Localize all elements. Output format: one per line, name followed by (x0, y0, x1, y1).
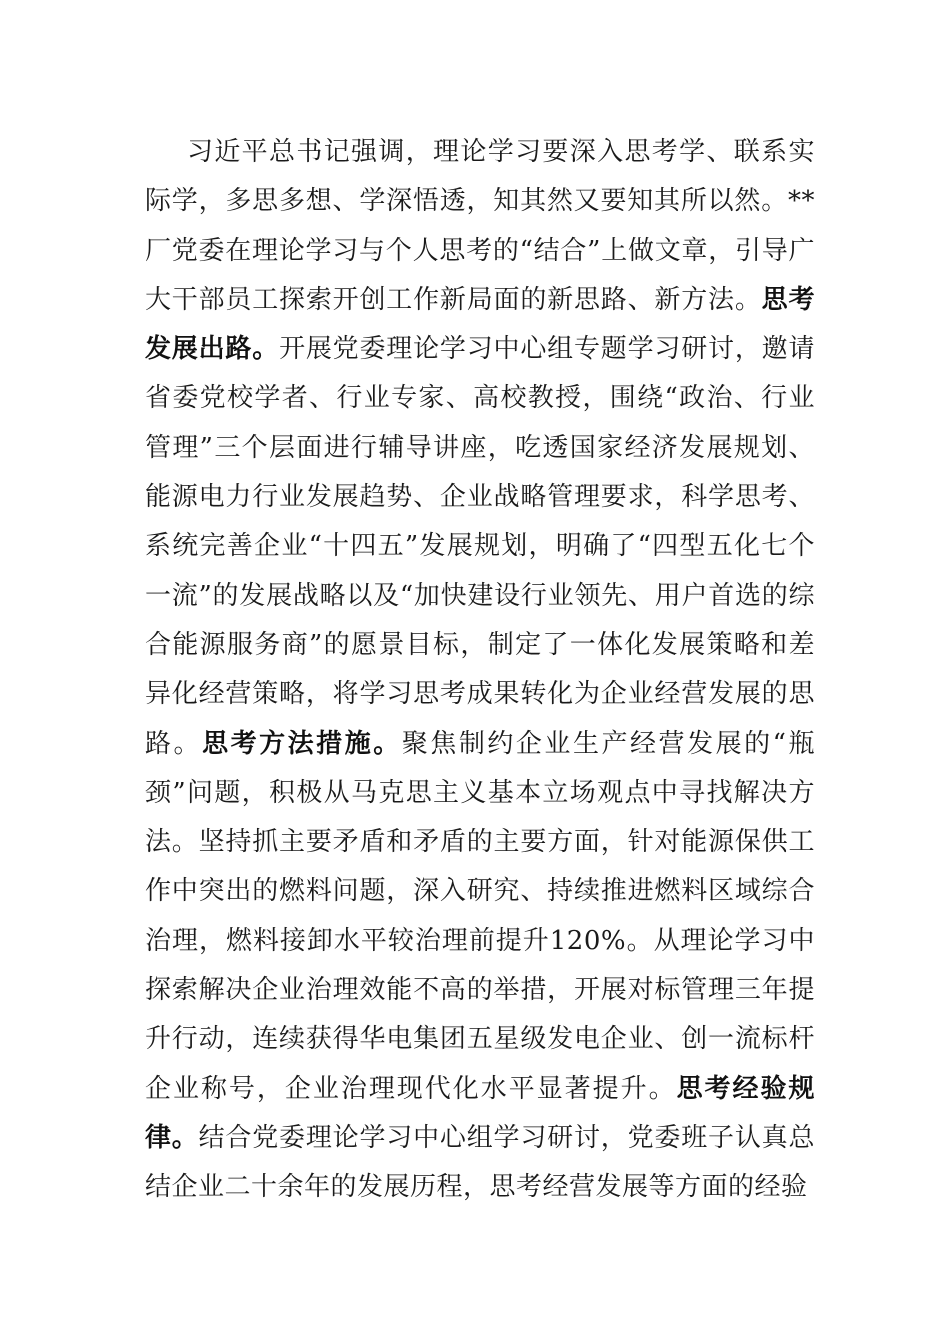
paragraph-experience-text: 结合党委理论学习中心组学习研讨，党委班子认真总结企业二十余年的发展历程，思考经营发展等方面的经验 (145, 1122, 815, 1203)
section-heading-experience: 思考经验规律。 (145, 1073, 815, 1153)
paragraph-development-text: 开展党委理论学习中心组专题学习研讨，邀请省委党校学者、行业专家、高校教授，围绕“政治、行业管理”三个层面进行辅导讲座，吃透国家经济发展规划、能源电力行业发展趋势、企业战略管理要求，科学思考、系统完善企业“十四五”发展规划，明确了“四型五化七个一流”的发展战略以及“加快建设行业领先、用户首选的综合能源服务商”的愿景目标，制定了一体化发展策略和差异化经营策略，将学习思考成果转化为企业经营发展的思路。 (145, 334, 815, 759)
paragraph-methods-text: 聚焦制约企业生产经营发展的“瓶颈”问题，积极从马克思主义基本立场观点中寻找解决方法。坚持抓主要矛盾和矛盾的主要方面，针对能源保供工作中突出的燃料问题，深入研究、持续推进燃料区域综合治理，燃料接卸水平较治理前提升120%。从理论学习中探索解决企业治理效能不高的举措，开展对标管理三年提升行动，连续获得华电集团五星级发电企业、创一流标杆企业称号，企业治理现代化水平显著提升。 (145, 728, 815, 1104)
body-paragraph (145, 128, 815, 1213)
section-heading-development: 思考发展出路。 (145, 284, 815, 365)
paragraph-intro: 习近平总书记强调，理论学习要深入思考学、联系实际学，多思多想、学深悟透，知其然又要知其所以然。**厂党委在理论学习与个人思考的“结合”上做文章，引导广大干部员工探索开创工作新局面的新思路、新方法。 (145, 137, 815, 315)
section-heading-methods: 思考方法措施。 (202, 728, 402, 759)
